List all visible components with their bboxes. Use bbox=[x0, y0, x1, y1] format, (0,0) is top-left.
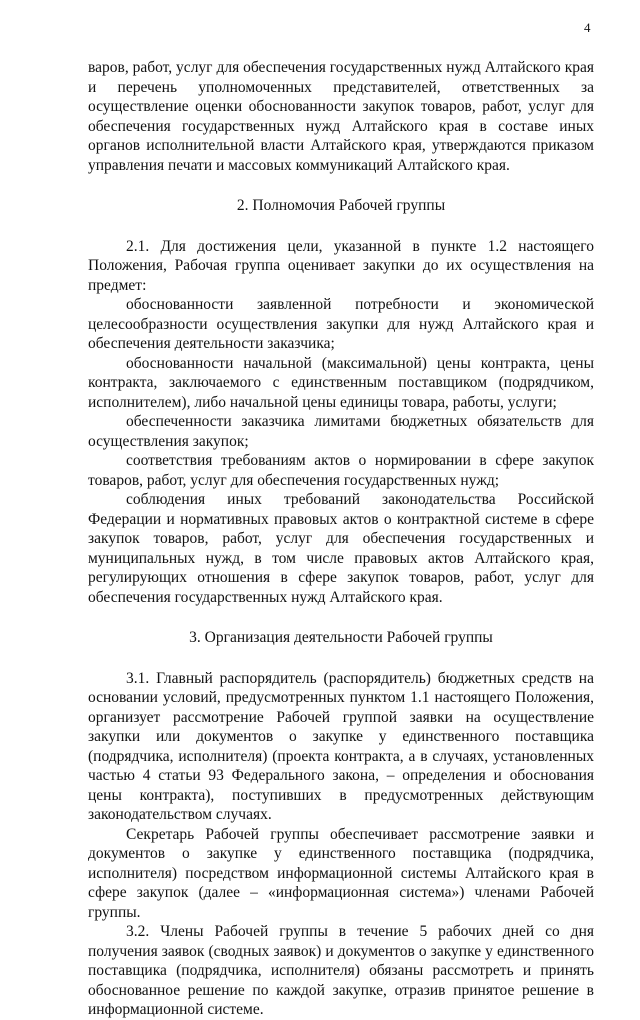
section-2-paragraph: соблюдения иных требований законодательства Российской Федерации и нормативных правовых актов о контрактной системе в сфере закупок товаров, работ, услуг для обеспечения государственных и муниципальных нужд, в том числе правовых актов Алтайского края, регулирующих отношения в сфере закупок товаров, работ, услуг для обеспечения государственных нужд Алтайского края. bbox=[88, 491, 594, 606]
section-3-paragraph: Секретарь Рабочей группы обеспечивает рассмотрение заявки и документов о закупке у единственного поставщика (подрядчика, исполнителя) посредством информационной системы Алтайского края в сфере закупок (далее – «информационная система») членами Рабочей группы. bbox=[88, 825, 594, 921]
intro-paragraph: варов, работ, услуг для обеспечения государственных нужд Алтайского края и перечень уполномоченных представителей, ответственных за осуществление оценки обоснованности закупок товаров, работ, услуг для обеспечения государственных нужд Алтайского края в составе иных органов исполнительной власти Алтайского края, утверждаются приказом управления печати и массовых коммуникаций Алтайского края. bbox=[88, 59, 594, 174]
section-2-paragraph: соответствия требованиям актов о нормировании в сфере закупок товаров, работ, услуг для обеспечения государственных нужд; bbox=[88, 452, 594, 489]
page-number: 4 bbox=[584, 20, 591, 35]
section-2-paragraph: обоснованности заявленной потребности и экономической целесообразности осуществления закупки для нужд Алтайского края и обеспечения деятельности заказчика; bbox=[88, 296, 594, 352]
section-2-paragraph: 2.1. Для достижения цели, указанной в пункте 1.2 настоящего Положения, Рабочая группа оценивает закупки до их осуществления на предмет: bbox=[88, 237, 594, 294]
section-3-paragraph: 3.1. Главный распорядитель (распорядитель) бюджетных средств на основании условий, предусмотренных пунктом 1.1 настоящего Положения, организует рассмотрение Рабочей группой заявки на осуществление закупки или документов о закупке у единственного поставщика (подрядчика, исполнителя) (проекта контракта, а в случаях, установленных частью 4 статьи 93 Федерального закона, – определения и обоснования цены контракта), поступивших в предусмотренных действующим законодательством случаях. bbox=[88, 669, 594, 823]
section-3-paragraph: 3.2. Члены Рабочей группы в течение 5 рабочих дней со дня получения заявок (сводных заявок) и документов о закупке у единственного поставщика (подрядчика, исполнителя) обязаны рассмотреть и принять обоснованное решение по каждой закупке, отразив принятое решение в информационной системе. bbox=[88, 923, 594, 1018]
section-2-paragraph: обеспеченности заказчика лимитами бюджетных обязательств для осуществления закупок; bbox=[88, 413, 594, 450]
section-2-paragraph: обоснованности начальной (максимальной) цены контракта, цены контракта, заключаемого с единственным поставщиком (подрядчиком, исполнителем), либо начальной цены единицы товара, работы, услуги; bbox=[88, 354, 594, 411]
section-2-heading: 2. Полномочия Рабочей группы bbox=[236, 197, 446, 214]
section-3-heading: 3. Организация деятельности Рабочей группы bbox=[189, 629, 493, 646]
document-body bbox=[88, 58, 594, 1020]
